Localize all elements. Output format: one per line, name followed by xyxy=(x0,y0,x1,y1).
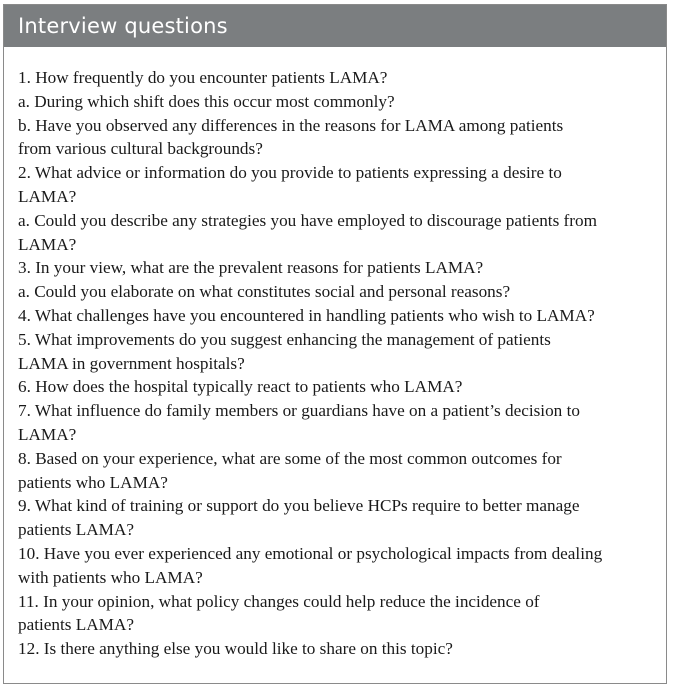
question-line: a. Could you elaborate on what constitutes social and personal reasons? xyxy=(18,282,511,302)
question-line: 5. What improvements do you suggest enhancing the management of patients xyxy=(18,329,551,349)
question-line: 7. What influence do family members or guardians have on a patient’s decision to xyxy=(18,401,580,421)
question-line: 8. Based on your experience, what are some of the most common outcomes for xyxy=(18,448,562,468)
table-header xyxy=(4,5,666,47)
question-line: from various cultural backgrounds? xyxy=(18,139,263,159)
question-line: LAMA? xyxy=(18,424,77,444)
question-line: patients who LAMA? xyxy=(18,472,168,492)
question-line: LAMA? xyxy=(18,234,77,254)
question-line: patients LAMA? xyxy=(18,615,134,635)
question-line: with patients who LAMA? xyxy=(18,567,203,587)
table-body xyxy=(4,47,666,661)
table-title: Interview questions xyxy=(18,14,228,38)
question-line: 10. Have you ever experienced any emotional or psychological impacts from dealing xyxy=(18,543,603,563)
question-line: LAMA in government hospitals? xyxy=(18,353,245,373)
question-line: 11. In your opinion, what policy changes could help reduce the incidence of xyxy=(18,591,540,611)
interview-questions-table xyxy=(3,4,667,684)
question-line: b. Have you observed any differences in the reasons for LAMA among patients xyxy=(18,115,564,135)
question-line: 12. Is there anything else you would like to share on this topic? xyxy=(18,639,453,659)
question-line: patients LAMA? xyxy=(18,520,134,540)
question-line: 6. How does the hospital typically react to patients who LAMA? xyxy=(18,377,463,397)
question-line: 3. In your view, what are the prevalent reasons for patients LAMA? xyxy=(18,258,484,278)
question-line: LAMA? xyxy=(18,186,77,206)
question-line: a. During which shift does this occur most commonly? xyxy=(18,91,395,111)
question-line: 9. What kind of training or support do you believe HCPs require to better manage xyxy=(18,496,580,516)
question-line: 2. What advice or information do you provide to patients expressing a desire to xyxy=(18,163,562,183)
question-line: 1. How frequently do you encounter patients LAMA? xyxy=(18,68,388,87)
question-line: a. Could you describe any strategies you have employed to discourage patients from xyxy=(18,210,597,230)
question-line: 4. What challenges have you encountered in handling patients who wish to LAMA? xyxy=(18,305,595,325)
